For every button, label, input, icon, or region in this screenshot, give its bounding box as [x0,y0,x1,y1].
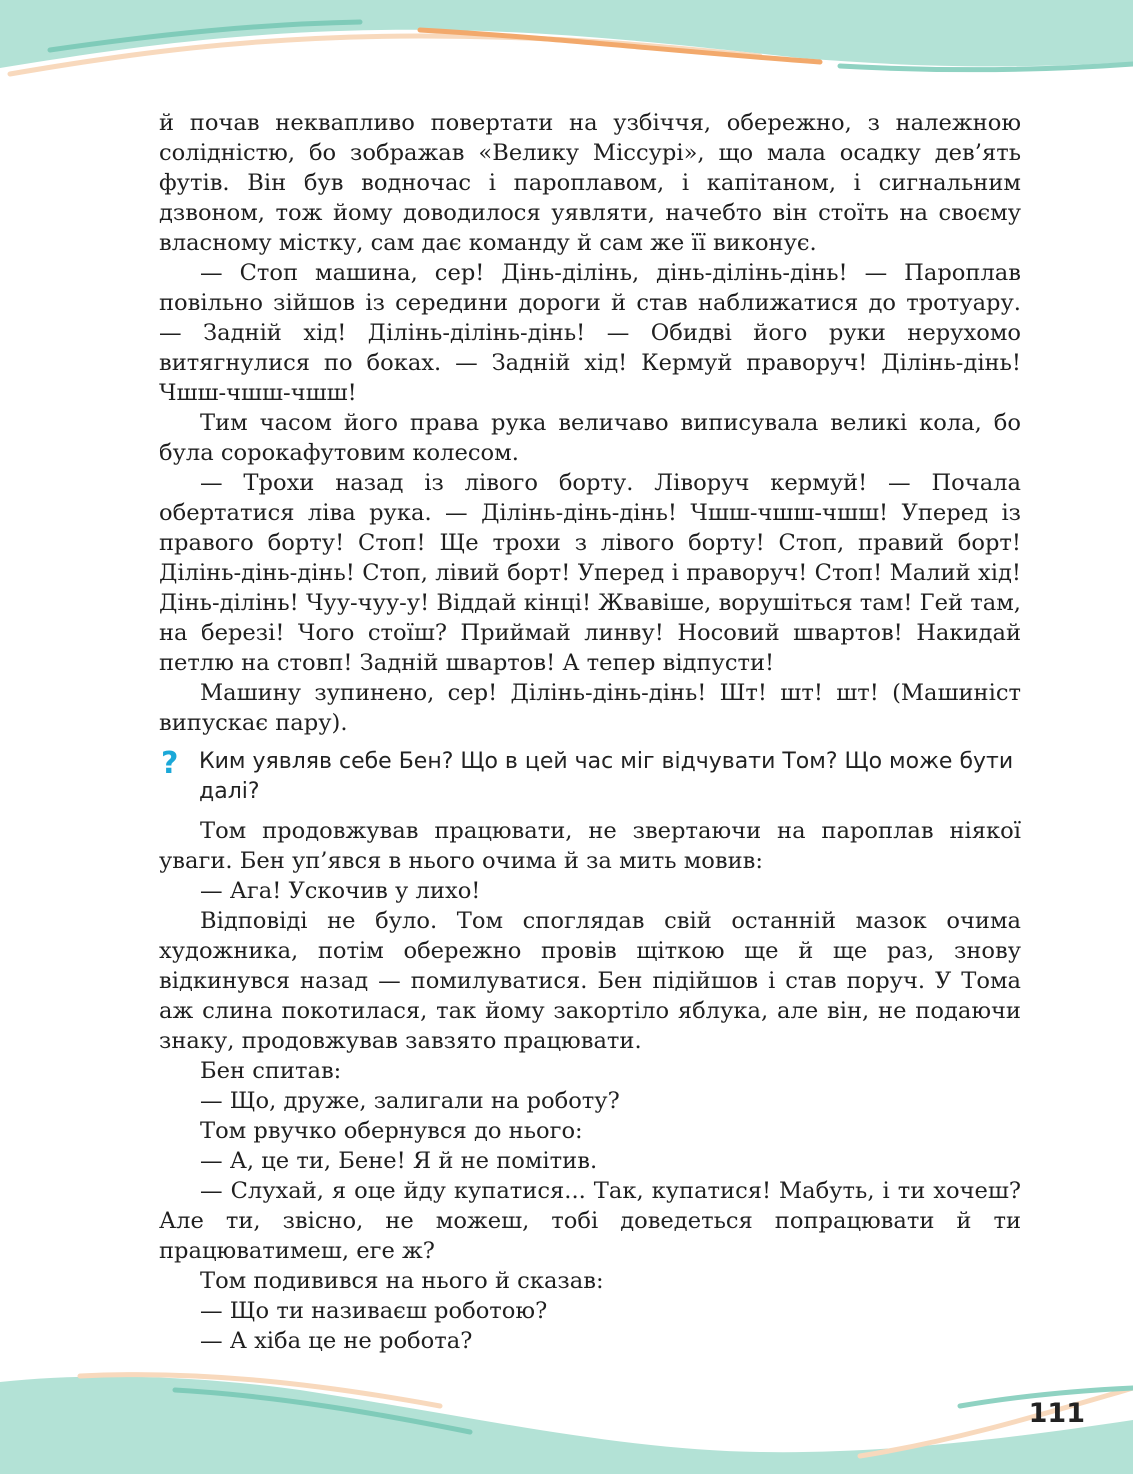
dialog-line: — А хіба це не робота? [200,1328,473,1354]
paragraph: Том продовжував працювати, не звертаючи на пароплав ніякої уваги. Бен уп’явся в нього очима й за мить мовив: [159,818,1021,874]
paragraph: й почав неквапливо повертати на узбіччя, обережно, з належною солідністю, бо зображав «Велику Міссурі», що мала осадку дев’ять футів. Він був водночас і пароплавом, і капітаном, і сигнальним дзвоном, тож йому доводилося уявляти, начебто він стоїть на своєму власному містку, сам дає команду й сам же її виконує. [159,110,1021,256]
paragraph: Бен спитав: [200,1058,342,1084]
question-block [159,747,1021,807]
bottom-wave-fill [0,1376,1133,1474]
paragraph: Відповіді не було. Том споглядав свій останній мазок очима художника, потім обережно провів щіткою ще й ще раз, знову відкинувся назад — помилуватися. Бен підійшов і став поруч. У Тома аж слина покотилася, так йому закортіло яблука, але він, не подаючи знаку, продовжував завзято працювати. [159,908,1021,1054]
paragraph: Том рвучко обернувся до нього: [200,1118,583,1144]
top-wave-decoration [0,0,1133,110]
question-text: Ким уявляв себе Бен? Що в цей час міг відчувати Том? Що може бути далі? [199,749,1014,804]
dialog-line: — Що ти називаєш роботою? [200,1298,548,1324]
paragraph: Том подивився на нього й сказав: [200,1268,604,1294]
paragraph: — Стоп машина, сер! Дінь-ділінь, дінь-ділінь-дінь! — Пароплав повільно зійшов із середини дороги й став наближатися до тротуару. — Задній хід! Ділінь-ділінь-дінь! — Обидві його руки нерухомо витягнулися по боках. — Задній хід! Кермуй праворуч! Ділінь-дінь! Чшш-чшш-чшш! [159,260,1021,406]
paragraph: — Трохи назад із лівого борту. Ліворуч кермуй! — Почала обертатися ліва рука. — Ділінь-дінь-дінь! Чшш-чшш-чшш! Уперед із правого борту! Стоп! Ще трохи з лівого борту! Стоп, правий борт! Ділінь-дінь-дінь! Стоп, лівий борт! Уперед і праворуч! Стоп! Малий хід! Дінь-ділінь! Чуу-чуу-у! Віддай кінці! Жвавіше, ворушіться там! Гей там, на березі! Чого стоїш? Приймай линву! Носовий швартов! Накидай петлю на стовп! Задній швартов! А тепер відпусти! [159,470,1021,676]
dialog-line: — А, це ти, Бене! Я й не помітив. [200,1148,598,1174]
page-body [159,108,1021,1356]
dialog-line: — Що, друже, залигали на роботу? [200,1088,620,1114]
dialog-line: — Ага! Ускочив у лихо! [200,878,481,904]
paragraph: Тим часом його права рука величаво виписувала великі кола, бо була сорокафутовим колесом. [159,410,1021,466]
dialog-line: — Слухай, я оце йду купатися... Так, купатися! Мабуть, і ти хочеш? Але ти, звісно, не можеш, тобі доведеться попрацювати й ти працюватимеш, еге ж? [159,1178,1021,1264]
paragraph: Машину зупинено, сер! Ділінь-дінь-дінь! Шт! шт! шт! (Машиніст випускає пару). [159,680,1021,736]
question-mark-icon: ? [161,746,179,781]
page-number: 111 [1028,1398,1085,1429]
bottom-wave-decoration [0,1360,1133,1474]
